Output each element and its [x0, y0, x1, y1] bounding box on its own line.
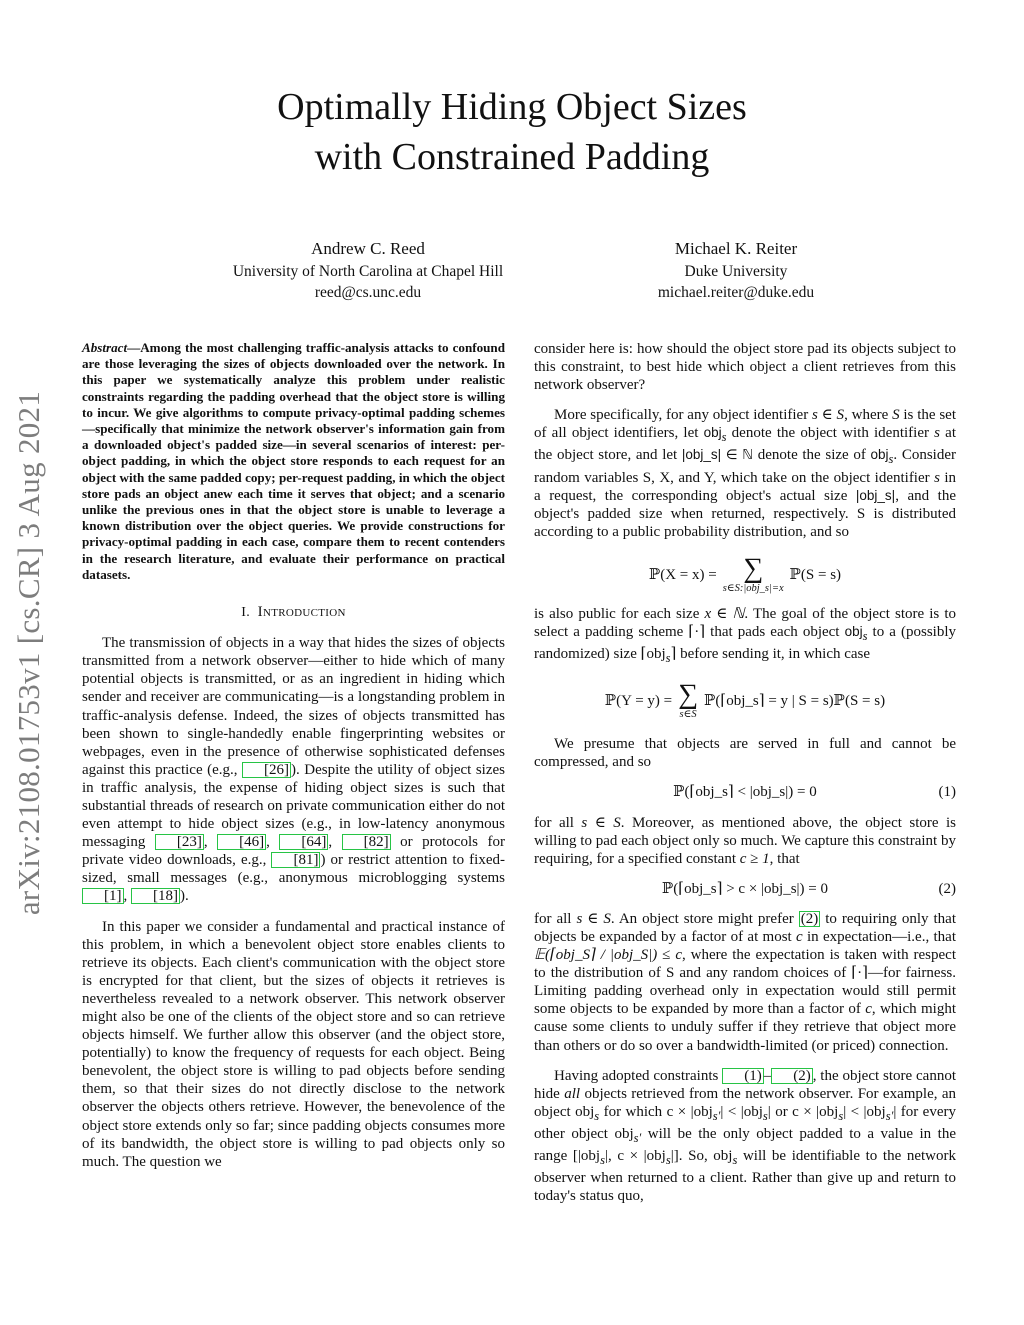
right-paragraph-5: [534, 814, 956, 868]
text-run: is the set of all object identifiers, let: [534, 407, 956, 442]
intro-paragraph-1: The transmission of objects in a way that hides the sizes of objects transmitted from a network observer—either to hide which of many potential objects is transmitted, or as an ingredient in hiding which sender and receiver are communicating—is a longstanding problem in traffic-analysis defense. Indeed, the sizes of objects transmitted has been shown to single-handedly enable fingerprinting websites or webpages, even in the presence of otherwise sophisticated defenses against this practice (e.g., [26] ). Despite the utility of object sizes in traffic analysis, the expense of hiding object sizes is such that substantial threads of research on private communication either do not even attempt to hide object sizes (e.g., in low-latency anonymous messaging [23] , [46] , [64] , [82] or protocols for private video downloads, e.g., [81] ) or restrict attention to fixed-sized, small messages (e.g., anonymous microblogging systems [1] , [18] ).: [82, 635, 505, 905]
right-paragraph-4: We presume that objects are served in full and cannot be compressed, and so: [534, 736, 956, 771]
equation-prob-y: [534, 681, 956, 721]
intro-paragraph-2: In this paper we consider a fundamental and practical instance of this problem, in which a benevolent object store enables clients to retrieve its objects. Each client's communication with the object store is encrypted for that client, but the sizes of objects it retrieves is nevertheless revealed to a network observer. This network observer might also be one of the clients of the object store and so can retrieve objects himself. We further allow this observer (and the object store, potentially) to know the frequency of requests for each object. Being benevolent, the object store is willing to pad objects before sending them, so that their sizes do not directly disclose to the network observer the objects others retrieve. However, the benevolence of the object store extends only so far; since padding objects consumes more of its bandwidth, the object store is willing to pad objects only so much. The question we: [82, 918, 505, 1170]
math-subscript: s: [665, 1153, 671, 1167]
text-run: , the object store cannot hide: [534, 1067, 956, 1102]
right-paragraph-6: [534, 910, 956, 1055]
math-symbol: |obj_s| ∈ ℕ: [681, 447, 754, 463]
equation-1: [534, 783, 956, 801]
author-block-2: [586, 237, 886, 303]
text-run: or protocols for private video downloads, e.g.,: [82, 834, 505, 869]
math-symbol: 𝔼(⌈obj_S⌉ / |obj_S|) ≤ c: [534, 947, 682, 964]
abstract-text: —Among the most challenging traffic-analysis attacks to confound are those leveraging the sizes of objects downloaded over the network. In this paper we systematically analyze this problem under realistic constraints regarding the padding overhead that the object store is willing to incur. We give algorithms to compute privacy-optimal padding schemes—specifically that minimize the network observer's information gain from a downloaded object's padded size—in several scenarios of interest: per-object padding, in which the object store responds to each request for an object with the same padded copy; per-request padding, in which the object store pads an object anew each time it serves that object; and a scenario unlike the previous ones in that the object store is unable to leverage a known distribution over the object queries. We provide constructions for privacy-optimal padding in each case, compare them to recent contenders in the research literature, and evaluate their performance on practical datasets.: [82, 340, 505, 582]
text-run: . Moreover, as mentioned above, the object store is willing to pad each object only so much. We capture this constraint by requiring, for a specified constant: [534, 814, 956, 867]
text-run: , which might cause some clients to unduly suffer if they retrieve that object more than others or do so over a bandwidth-limited (or priced) connection.: [534, 1001, 956, 1054]
math-subscript: s: [762, 1108, 768, 1123]
text-run: |]. So, obj: [670, 1148, 733, 1164]
right-paragraph-3: [534, 605, 956, 667]
arxiv-identifier-stamp: [4, 345, 54, 960]
math-symbol: x ∈ ℕ: [704, 605, 745, 622]
math-subscript: s: [888, 452, 894, 467]
author-affiliation: University of North Carolina at Chapel Hill: [232, 263, 504, 280]
sum-subscript: s∈S:|obj_s|=x: [722, 582, 784, 594]
equation-number: (1): [938, 784, 956, 801]
math-symbol: s ∈ S: [576, 910, 611, 927]
text-run: | < |obj: [843, 1103, 886, 1120]
sigma-icon: ∑: [678, 679, 699, 711]
equation-reference-link[interactable]: (2): [771, 1068, 813, 1084]
text-run: | for every other object obj: [534, 1103, 956, 1142]
math-symbol: s ∈ S: [812, 407, 845, 424]
math-symbol: c: [796, 928, 803, 945]
math-subscript: s: [600, 1153, 605, 1167]
citation-link[interactable]: [81]: [271, 852, 320, 868]
math-subscript: s: [732, 1153, 738, 1167]
author-block-1: [168, 237, 568, 303]
author-email: michael.reiter@duke.edu: [657, 284, 815, 301]
math-symbol: s ∈ S: [581, 814, 621, 831]
citation-link[interactable]: [1]: [82, 888, 124, 904]
section-title: Introduction: [257, 604, 346, 621]
paper-title: [0, 82, 1024, 182]
math-symbol: s: [934, 469, 940, 486]
math-symbol: c: [865, 1001, 872, 1018]
text-run: , that: [769, 850, 800, 867]
sigma-icon: ∑: [743, 552, 764, 584]
text-run: for all: [534, 910, 577, 927]
equation-body: ℙ(⌈obj_s⌉ < |obj_s|) = 0: [673, 784, 817, 801]
right-column: [534, 340, 956, 1205]
math-subscript: s: [838, 1108, 844, 1123]
right-paragraph-1: consider here is: how should the object store pad its objects subject to this constraint, to best hide which object a client retrieves from this network observer?: [534, 341, 956, 394]
abstract: [82, 340, 505, 583]
author-affiliation: Duke University: [684, 263, 788, 280]
text-run: objects retrieved from the network observer. For example, an object obj: [534, 1085, 957, 1120]
math-subscript: s′: [712, 1108, 721, 1123]
text-run: Having adopted constraints: [554, 1067, 723, 1084]
left-column: [82, 340, 505, 1171]
section-heading: [82, 603, 505, 622]
text-run: at the object store, and let: [534, 425, 957, 464]
citation-link[interactable]: [82]: [342, 834, 391, 850]
author-name: Michael K. Reiter: [674, 239, 798, 258]
equation-lhs: ℙ(Y = y) =: [604, 693, 673, 710]
text-run: . Consider random variables S, X, and Y, which take on the object identifier: [534, 447, 957, 486]
text-run: to requiring only that objects be expanded by a factor of at most: [534, 910, 957, 945]
equation-reference-link[interactable]: (2): [800, 910, 819, 927]
math-symbol: S: [892, 407, 900, 424]
math-symbol: obj: [844, 624, 863, 640]
text-run: . The goal of the object store is to select a padding scheme ⌈·⌉ that pads each object: [534, 605, 956, 641]
text-run: will be the only object padded to a value in the range [|obj: [534, 1125, 956, 1164]
equation-lhs: ℙ(X = x) =: [648, 566, 717, 583]
text-run: will be identifiable to the network observer when returned to a client. Rather than give up and return to today's status quo,: [534, 1148, 956, 1205]
math-symbol: c ≥ 1: [739, 850, 770, 867]
right-paragraph-2: [534, 406, 956, 541]
math-subscript: s′: [633, 1130, 642, 1145]
text-run: is also public for each size: [534, 605, 705, 622]
math-subscript: s: [665, 651, 671, 666]
text-run: ⌉ before sending it, in which case: [670, 646, 871, 663]
text-run: | < |obj: [720, 1103, 763, 1120]
title-line-2: with Constrained Padding: [314, 136, 710, 178]
math-symbol: obj: [703, 425, 722, 441]
text-run: denote the size of: [753, 447, 871, 464]
math-subscript: s: [862, 629, 868, 644]
title-line-1: Optimally Hiding Object Sizes: [277, 86, 747, 128]
abstract-label: Abstract: [82, 340, 128, 355]
math-symbol: s: [934, 425, 940, 442]
text-run: denote the object with identifier: [726, 425, 935, 442]
citation-link[interactable]: [26]: [242, 762, 291, 778]
math-symbol: obj: [870, 447, 889, 463]
arxiv-identifier-text: arXiv:2108.01753v1 [cs.CR] 3 Aug 2021: [11, 390, 47, 915]
text-run: –: [763, 1067, 772, 1084]
equation-prob-x: [534, 552, 956, 595]
text-run: , where the expectation is taken with respect to the distribution of S and any random choices of ⌈·⌉—for fairness. Limiting padding overhead only in expectation would still permit some objects to be expanded by more than a factor of: [534, 947, 956, 1018]
text-run: in expectation—i.e., that: [802, 928, 956, 945]
equation-2: [534, 880, 956, 898]
section-number: I.: [241, 605, 251, 621]
sum-subscript: s∈S: [679, 709, 697, 721]
right-paragraph-7: [534, 1067, 956, 1206]
sum-operator: [678, 681, 698, 721]
citation-link[interactable]: [23]: [155, 834, 204, 850]
text-run: More specifically, for any object identifier: [554, 407, 812, 424]
author-email: reed@cs.unc.edu: [314, 284, 422, 301]
text-run: , where: [844, 407, 893, 424]
text-run: in a request, the corresponding object's actual size: [534, 469, 956, 504]
emphasis-text: all: [564, 1085, 581, 1102]
equation-body: ℙ(⌈obj_s⌉ > c × |obj_s|) = 0: [661, 880, 829, 897]
math-subscript: s: [594, 1108, 600, 1123]
text-run: , and the object's padded size when returned, respectively. S is distributed according to a public probability distribution, and so: [534, 487, 956, 540]
equation-number: (2): [938, 880, 956, 897]
text-run: for which c × |obj: [599, 1103, 713, 1120]
text-run: to a (possibly randomized) size ⌈obj: [534, 624, 956, 663]
citation-link[interactable]: [18]: [131, 888, 180, 904]
citation-link[interactable]: [64]: [279, 834, 328, 850]
citation-link[interactable]: [46]: [217, 834, 266, 850]
equation-rhs: ℙ(⌈obj_s⌉ = y | S = s)ℙ(S = s): [704, 693, 886, 710]
equation-rhs: ℙ(S = s): [789, 566, 842, 583]
sum-operator: [722, 552, 784, 595]
text-run: ).: [180, 888, 189, 905]
text-run: ). Despite the utility of object sizes in traffic analysis, the expense of hiding object sizes is such that substantial threads of research on private communication either do not even attempt to hide object sizes (e.g., in low-latency anonymous messaging: [82, 761, 505, 851]
text-run: The transmission of objects in a way that hides the sizes of objects transmitted from a network observer—either to hide which of many potential objects is transmitted, or as an ingredient in hiding which sender and receiver are communicating—is a longstanding problem in traffic-analysis defense. Indeed, the sizes of objects transmitted has been shown to single-handedly enable fingerprinting websites or webpages, even in the presence of otherwise sophisticated defenses against this practice (e.g.,: [82, 635, 505, 778]
math-subscript: s: [721, 430, 727, 445]
text-run: | or c × |obj: [767, 1103, 839, 1120]
math-subscript: s′: [885, 1108, 894, 1123]
text-run: ) or restrict attention to fixed-sized, small messages (e.g., anonymous microblogging systems: [82, 852, 505, 887]
text-run: |, c × |obj: [604, 1148, 666, 1164]
text-run: for all: [534, 814, 582, 831]
author-name: Andrew C. Reed: [311, 239, 425, 258]
equation-reference-link[interactable]: (1): [722, 1068, 764, 1084]
text-run: . An object store might prefer: [610, 910, 799, 927]
math-symbol: |obj_s|: [855, 487, 896, 503]
